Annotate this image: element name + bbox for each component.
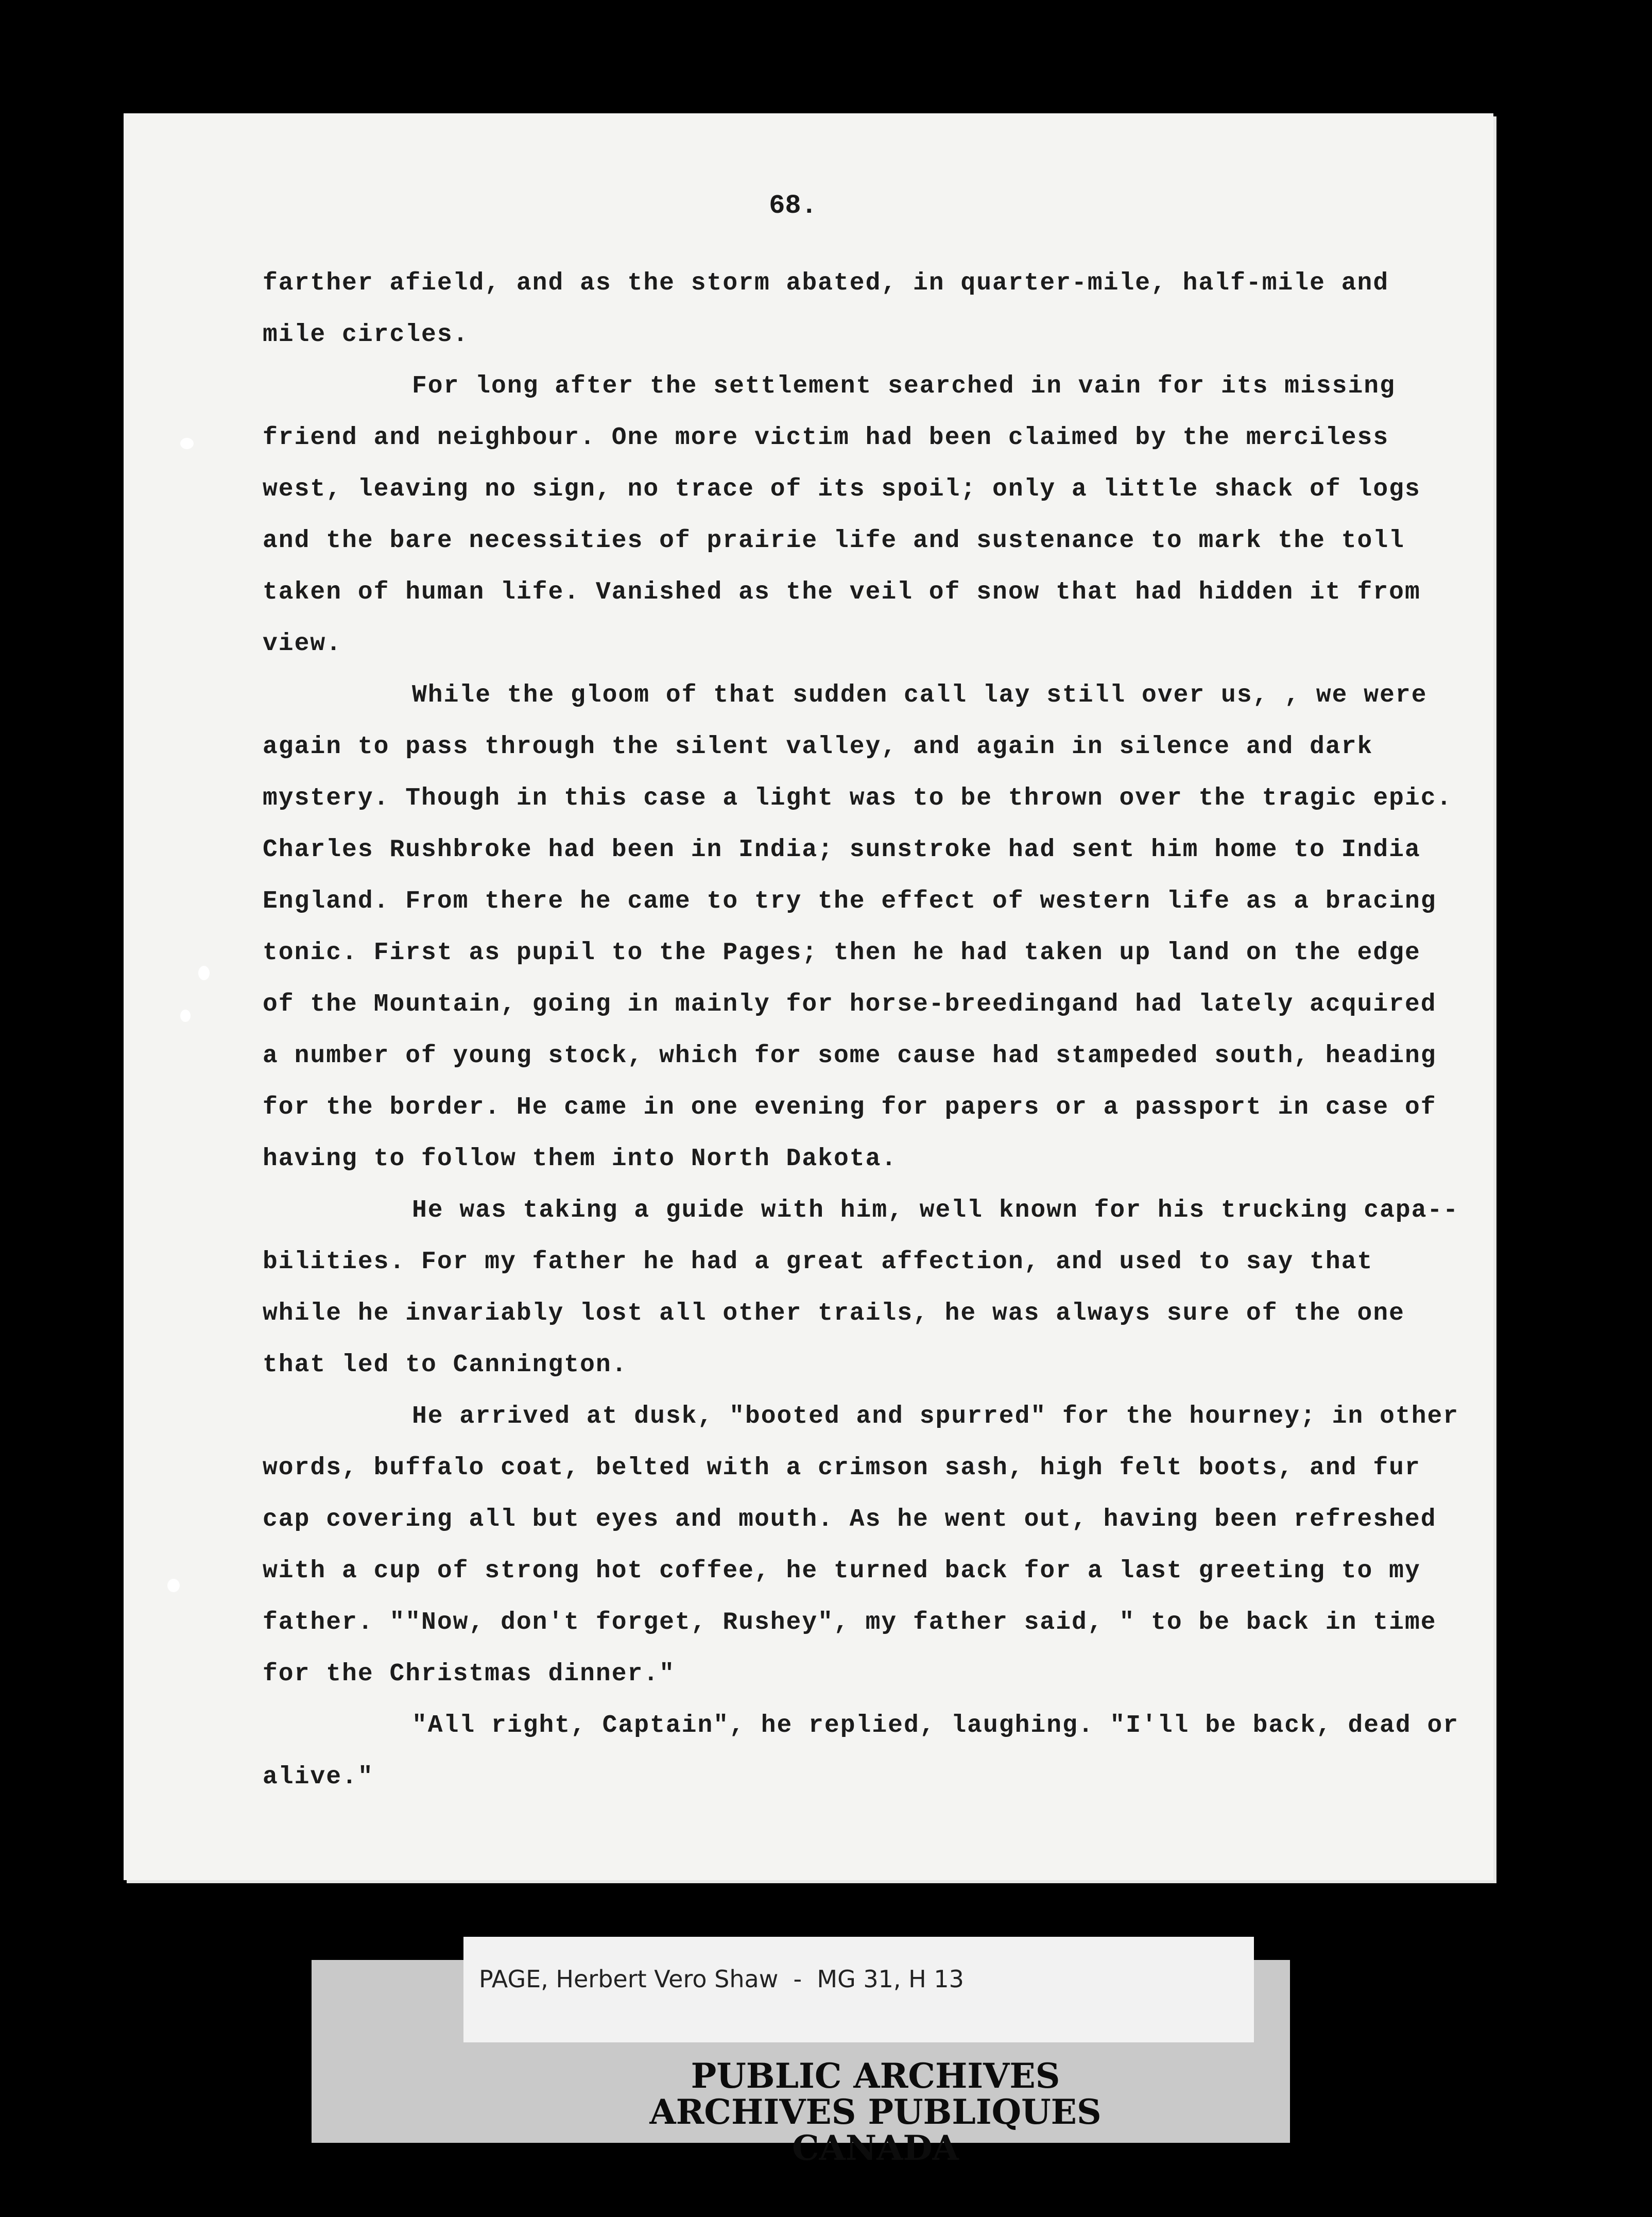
paragraph-1: farther afield, and as the storm abated, in quarter-mile, half-mile and mile circles. (263, 269, 1389, 349)
film-speck (180, 1010, 191, 1022)
body-text (263, 258, 1462, 1803)
archive-reference: PAGE, Herbert Vero Shaw - MG 31, H 13 (479, 1965, 964, 1993)
stamp-line-2: ARCHIVES PUBLIQUES (649, 2092, 1102, 2132)
document-page (124, 113, 1493, 1880)
film-speck (167, 1579, 180, 1592)
film-speck (180, 438, 194, 449)
paragraph-4: He was taking a guide with him, well known for his trucking capa--bilities. For my father he had a great affection, and used to say that while he invariably lost all other trails, he was always sure of the one that led to Cannington. (263, 1197, 1459, 1379)
paragraph-6: "All right, Captain", he replied, laughing. "I'll be back, dead or alive." (263, 1712, 1459, 1791)
stamp-line-3: CANADA (792, 2128, 959, 2168)
paragraph-2: For long after the settlement searched in vain for its missing friend and neighbour. One more victim had been claimed by the merciless west, leaving no sign, no trace of its spoil; only a little shack of logs and the bare necessities of prairie life and sustenance to mark the toll taken of human life. Vanished as the veil of snow that had hidden it from view. (263, 372, 1421, 658)
page-number: 68. (769, 191, 817, 221)
paragraph-5: He arrived at dusk, "booted and spurred" for the hourney; in other words, buffalo coat, belted with a crimson sash, high felt boots, and fur cap covering all but eyes and mouth. As he went out, having been refreshed with a cup of strong hot coffee, he turned back for a last greeting to my father. ""Now, don't forget, Rushey", my father said, " to be back in time for the Christmas dinner." (263, 1403, 1459, 1688)
public-archives-stamp (608, 2058, 1143, 2166)
paragraph-3: While the gloom of that sudden call lay still over us, , we were again to pass through the silent valley, and again in silence and dark mystery. Though in this case a light was to be thrown over the tragic epic. Charles Rushbroke had been in India; sunstroke had sent him home to India England. From there he came to try the effect of western life as a bracing tonic. First as pupil to the Pages; then he had taken up land on the edge of the Mountain, going in mainly for horse-breedingand had lately acquired a number of young stock, which for some cause had stampeded south, heading for the border. He came in one evening for papers or a passport in case of having to follow them into North Dakota. (263, 681, 1453, 1173)
stamp-line-1: PUBLIC ARCHIVES (691, 2056, 1060, 2096)
film-speck (198, 966, 210, 980)
